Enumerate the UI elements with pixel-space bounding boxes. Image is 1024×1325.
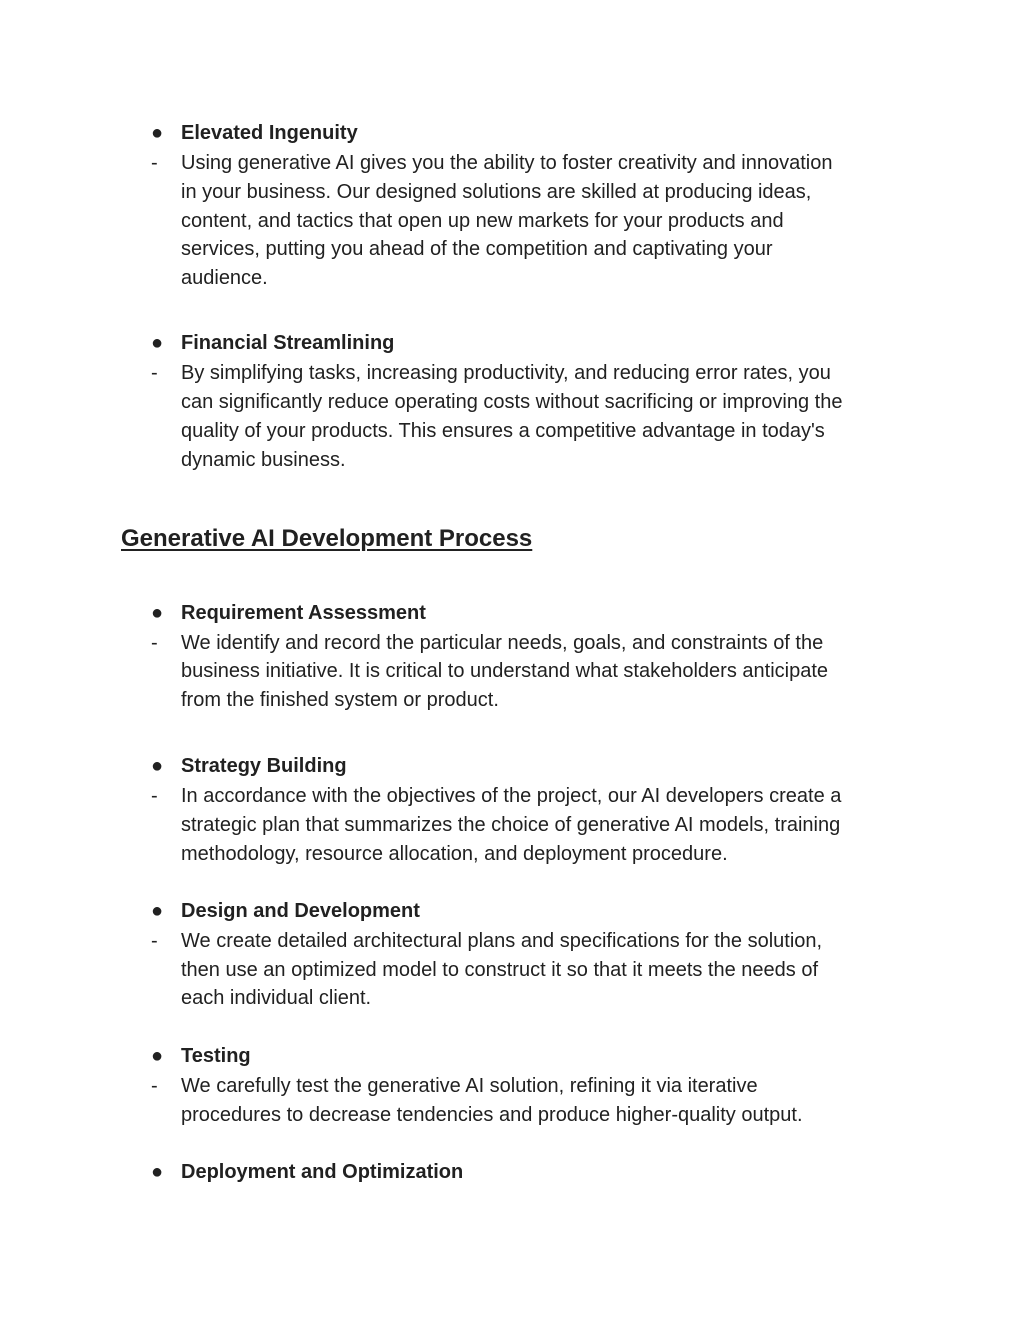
item-title: Requirement Assessment (181, 602, 426, 624)
document-page: ● Elevated Ingenuity - Using generative AI gives you the ability to foster creativity and innovation in your business. Our designed solutions are skilled at producing ideas, content, and tactics that open up new markets for your products and services, putting you ahead of the competition and captivating your audience. ● Financial Streamlining - By simplifying tasks, increasing productivity, and reducing error rates, you can significantly reduce operating costs without sacrificing or improving the quality of your products. This ensures a competitive advantage in today's dynamic business. Generative AI Development Process ● Requirement Assessment - We identify and record the particular needs, goals, and constraints of the business initiative. It is critical to understand what stakeholders anticipate from the finished system or product. ● Strategy Building - In accordance with the objectives of the project, our AI developers create a strategic plan that summarizes the choice of generative AI models, training methodology, resource allocation, and deployment procedure. ● Design and Development - We create detailed architectural plans and specifications for the solution, then use an optimized model to construct it so that it meets the needs of each individual client. ● Testing - We carefully test the generative AI solution, refining it via iterative procedures to decrease tendencies and produce higher-quality output. ● Deployment and Optimization (0, 0, 1024, 1325)
item-title: Strategy Building (181, 755, 347, 777)
bullet-icon: ● (151, 1161, 164, 1183)
bullet-icon: ● (151, 122, 164, 144)
dash-icon: - (151, 930, 158, 952)
dash-icon: - (151, 152, 158, 174)
bullet-icon: ● (151, 1045, 164, 1067)
dash-icon: - (151, 362, 158, 384)
item-title: Financial Streamlining (181, 332, 395, 354)
dash-icon: - (151, 632, 158, 654)
item-title: Design and Development (181, 900, 420, 922)
dash-icon: - (151, 785, 158, 807)
dash-icon: - (151, 1075, 158, 1097)
item-title: Deployment and Optimization (181, 1161, 464, 1183)
section-heading: Generative AI Development Process (121, 525, 533, 552)
item-title: Elevated Ingenuity (181, 122, 358, 144)
bullet-icon: ● (151, 602, 164, 624)
bullet-icon: ● (151, 755, 164, 777)
item-title: Testing (181, 1045, 251, 1067)
bullet-icon: ● (151, 332, 164, 354)
bullet-icon: ● (151, 900, 164, 922)
